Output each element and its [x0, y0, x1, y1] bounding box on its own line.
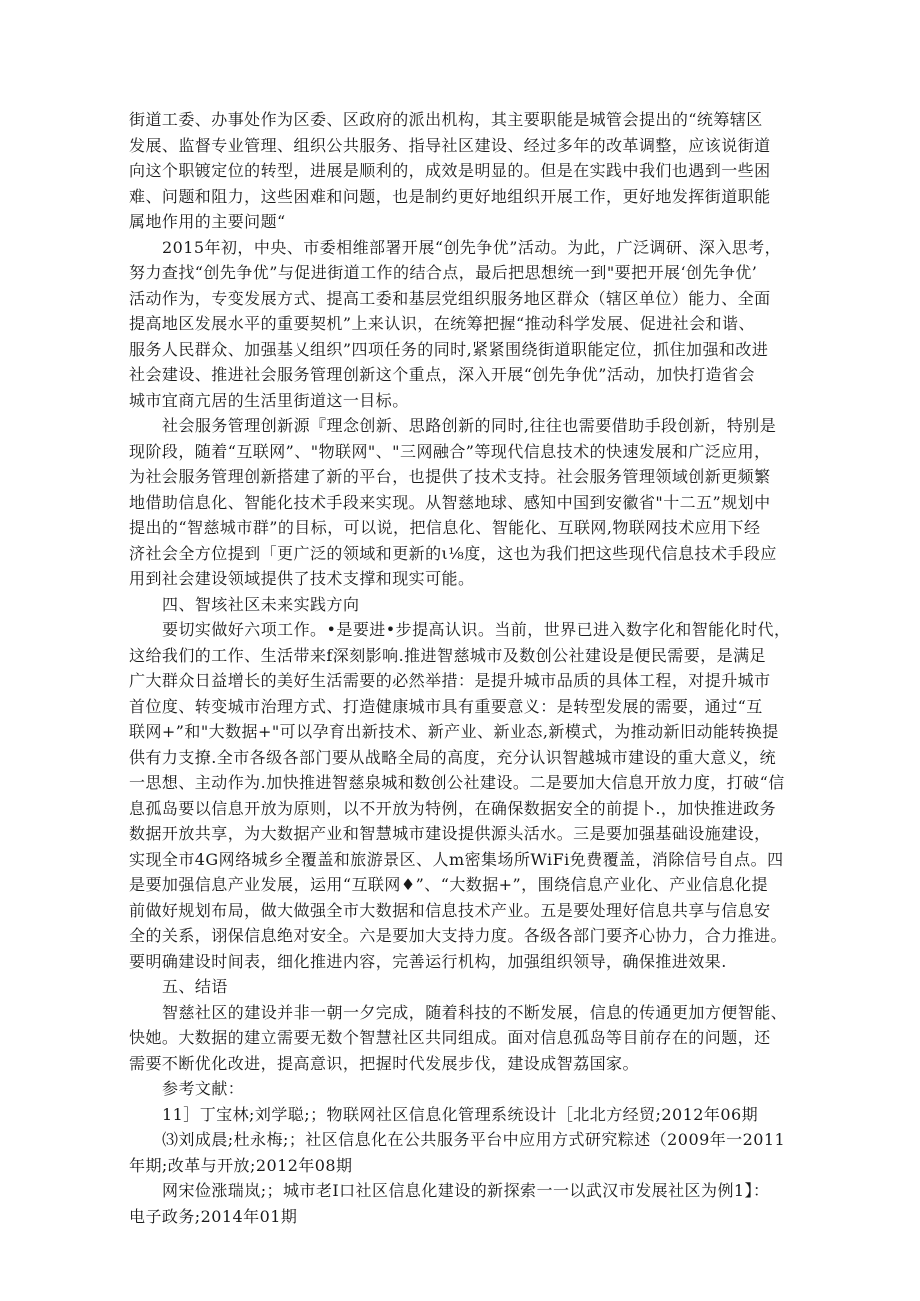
paragraph-street-office-role [129, 107, 819, 235]
text-line: 发展、监督专业管理、组织公共服务、指导社区建设、经过多年的改革调整，应该说街道 [129, 135, 771, 155]
paragraph-six-tasks [129, 617, 819, 974]
text-line: 前做好规划布局，做大做强全市大数据和信息技术产业。五是要处理好信息共享与信息安 [129, 900, 771, 920]
paragraph-service-innovation [129, 413, 819, 592]
text-line: 息孤岛要以信息开放为原则，以不开放为特例，在确保数据安全的前提卜.，加快推进政务 [129, 798, 777, 818]
text-line: 一思想、主动作为.加快推进智慈泉城和数创公社建设。二是要加大信息开放力度，打破“信 [129, 773, 785, 792]
reference-item-continuation: 年期;改革与开放;2012年08期 [129, 1155, 353, 1175]
text-line: 社会建设、推进社会服务管理创新这个重点，深入开展“创先争优”活动，加快打造省会 [129, 365, 755, 384]
reference-list [129, 1102, 819, 1230]
reference-item-continuation: 电子政务;2014年01期 [129, 1206, 298, 1226]
text-line: 2015年初，中央、市委相维部署开展“创先争优”活动。为此，广泛调研、深入思考， [162, 237, 782, 257]
text-line: 供有力支撩.全市各级各部门要从战略全局的高度，充分认识智越城市建设的重大意义，统 [129, 747, 777, 767]
section-heading-4: 四、智垓社区未来实践方向 [162, 594, 360, 614]
text-line: 要明确建设时间表，细化推进内容，完善运行机构，加强组织领导，确保推进效果. [129, 951, 727, 971]
references-heading: 参考文献： [162, 1079, 245, 1098]
text-line: 为社会服务管理创新搭建了新的平台，也提供了技术支持。社会服务管理领域创新更频繁 [129, 467, 771, 486]
text-line: 活动作为，专变发展方式、提高工委和基层党组织服务地区群众（辖区单位）能力、全面 [129, 288, 771, 308]
text-line: 街道工委、办事处作为区委、区政府的派出机构，其主要职能是城管会提出的“统筹辖区 [129, 110, 763, 129]
text-line: 实现全市4G网络城乡全覆盖和旅游景区、人m密集场所WiFi免费覆盖，消除信号自点。四 [129, 849, 784, 869]
reference-item: 网宋俭涨瑞岚;；城市老I口社区信息化建设的新探索一一以武汉市发展社区为例1】： [162, 1181, 770, 1200]
text-line: 智慈社区的建设并非一朝一夕完成，随着科技的不断发展，信息的传通更加方便智能、 [162, 1002, 788, 1022]
text-line: 首位度、转变城市治理方式、打造健康城市具有重要意义：是转型发展的需要，通过“互 [129, 696, 763, 716]
text-line: 数据开放共享，为大数据产业和智慧城市建设提供源头活水。三是要加强基础设施建设， [129, 824, 771, 843]
text-line: 地借助信息化、智能化技术手段来实现。从智慈地球、感知中国到安徽省"十二五”规划中 [129, 492, 771, 512]
text-line: 全的关系，诩保信息绝对安全。六是要加大支持力度。各级各部门要齐心协力，合力推进。 [129, 926, 788, 945]
reference-item: 11］丁宝林;刘学聪;；物联网社区信息化管理系统设计［北北方经贸;2012年06期 [162, 1104, 759, 1124]
text-line: 城市宜商亢居的生活里街道这一目标。 [129, 390, 409, 410]
text-line: 属地作用的主要问题“ [129, 212, 286, 231]
text-line: 提高地区发展水平的重要契机”上来认识，在统筹把握“推动科学发展、促进社会和谐、 [129, 314, 755, 333]
text-line: 难、问题和阻力，这些困难和问题，也是制约更好地组织开展工作，更好地发挥街道职能 [129, 186, 771, 206]
section-heading-5: 五、结语 [162, 977, 228, 996]
text-line: 努力查找“创先争优”与促进街道工作的结合点，最后把思想统一到"要把开展‘创先争优’ [129, 263, 758, 282]
text-line: 需要不断优化改进，提高意识，把握时代发展步伐，建设成智荔国家。 [129, 1053, 639, 1073]
document-page [129, 107, 819, 1229]
paragraph-conclusion [129, 1000, 819, 1077]
text-line: 济社会全方位提到「更广泛的领域和更新的ι⅛度，这也为我们把这些现代信息技术手段应 [129, 543, 777, 563]
paragraph-2015-campaign [129, 235, 819, 414]
text-line: 服务人民群众、加强基乂组织”四项任务的同时,紧紧围绕街道职能定位，抓住加强和改进 [129, 339, 769, 359]
text-line: 向这个职镀定位的转型，进展是顺利的，成效是明显的。但是在实践中我们也遇到一些困 [129, 161, 771, 180]
reference-item: ⑶刘成晨;杜永梅;；社区信息化在公共服务平台中应用方式研究粽述（2009年一2011 [162, 1130, 786, 1149]
text-line: 社会服务管理创新源『理念创新、思路创新的同时,往往也需要借助手段创新，特别是 [162, 416, 777, 435]
text-line: 联网+”和"大数据+"可以孕育出新技术、新产业、新业态,新模式，为推动新旧动能转换提 [129, 722, 779, 741]
text-line: 要切实做好六项工作。•是要进•步提高认识。当前，世界已进入数字化和智能化时代， [162, 620, 791, 639]
text-line: 是要加强信息产业发展，运用“互联网♦”、“大数据+”，围绕信息产业化、产业信息化提 [129, 875, 768, 894]
text-line: 这给我们的工作、生活带来f深刻影响.推进智慈城市及数创公社建设是便民需要，是满足 [129, 645, 767, 665]
text-line: 快她。大数据的建立需要无数个智慧社区共同组成。面对信息孤岛等目前存在的问题，还 [129, 1028, 771, 1047]
text-line: 广大群众日益增长的美好生活需要的必然举措：是提升城市品质的具体工程，对提升城市 [129, 671, 771, 690]
text-line: 用到社会建设领域提供了技术支撑和现实可能。 [129, 569, 475, 588]
text-line: 提出的“智慈城市群”的目标，可以说，把信息化、智能化、互联网,物联网技术应用下经 [129, 518, 761, 537]
text-line: 现阶段，随着“互联网”、"物联网"、"三网融合”等现代信息技术的快速发展和广泛应用， [129, 441, 771, 461]
